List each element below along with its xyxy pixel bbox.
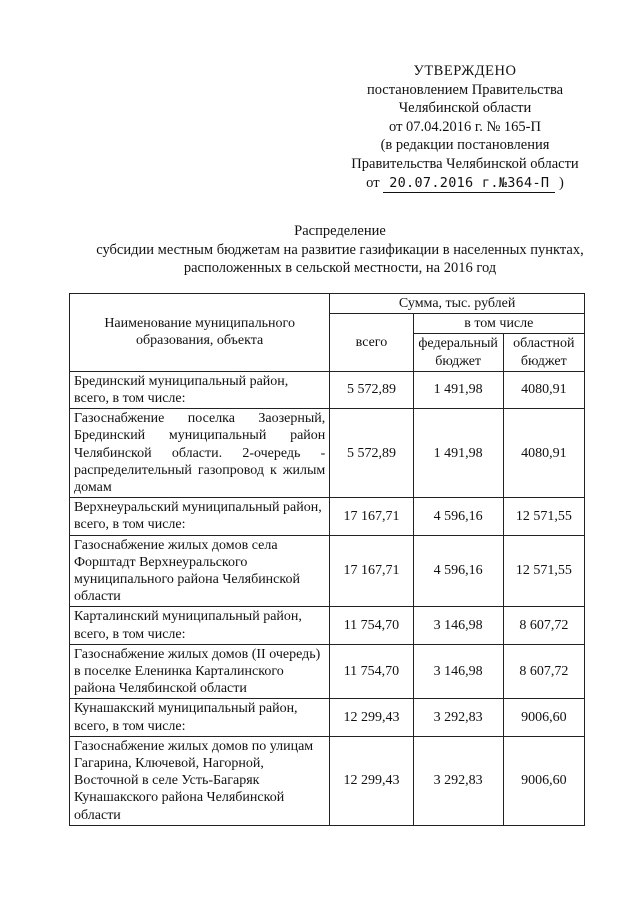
approval-line: (в редакции постановления (380, 137, 550, 154)
edition-prefix: от (366, 174, 380, 191)
table-row (70, 699, 585, 736)
row-total-cell: 11 754,70 (330, 607, 413, 644)
row-federal-cell: 3 146,98 (413, 644, 503, 699)
header-total-col: всего (330, 314, 413, 372)
table-row (70, 607, 585, 644)
row-total-cell: 11 754,70 (330, 644, 413, 699)
row-federal-cell: 4 596,16 (413, 498, 503, 535)
header-federal-col: федеральный бюджет (413, 334, 503, 371)
table-row (70, 371, 585, 408)
row-regional-cell: 9006,60 (503, 736, 584, 825)
table-row (70, 498, 585, 535)
row-total-cell: 12 299,43 (330, 699, 413, 736)
row-regional-cell: 4080,91 (503, 409, 584, 498)
edition-line (300, 174, 630, 194)
table-row (70, 535, 585, 607)
row-federal-cell: 3 292,83 (413, 699, 503, 736)
header-including: в том числе (413, 314, 584, 334)
approval-stamp (300, 62, 630, 193)
edition-suffix: ) (558, 174, 564, 191)
approval-heading: УТВЕРЖДЕНО (413, 63, 517, 79)
row-name-cell: Газоснабжение жилых домов (II очередь) в поселке Еленинка Карталинского района Челябинской области (70, 644, 330, 699)
edition-date-number: 20.07.2016 г.№364-П (383, 174, 555, 194)
row-regional-cell: 8 607,72 (503, 607, 584, 644)
row-federal-cell: 1 491,98 (413, 409, 503, 498)
row-total-cell: 5 572,89 (330, 371, 413, 408)
table-row (70, 736, 585, 825)
row-total-cell: 17 167,71 (330, 535, 413, 607)
row-name-cell: Газоснабжение поселка Заозерный, Брединский муниципальный район Челябинской области. 2-очередь - распределительный газопровод к жилым домам (70, 409, 330, 498)
row-name-cell: Верхнеуральский муниципальный район, всего, в том числе: (70, 498, 330, 535)
row-federal-cell: 4 596,16 (413, 535, 503, 607)
row-total-cell: 17 167,71 (330, 498, 413, 535)
approval-line: Челябинской области (398, 100, 532, 117)
row-regional-cell: 9006,60 (503, 699, 584, 736)
row-name-cell: Кунашакский муниципальный район, всего, в том числе: (70, 699, 330, 736)
row-regional-cell: 4080,91 (503, 371, 584, 408)
title-line: Распределение (294, 223, 386, 239)
header-regional-col: областной бюджет (503, 334, 584, 371)
approval-line: от 07.04.2016 г. № 165-П (389, 118, 541, 135)
table-row (70, 644, 585, 699)
header-name-col: Наименование муниципального образования, объекта (70, 294, 330, 372)
row-federal-cell: 3 292,83 (413, 736, 503, 825)
approval-line: Правительства Челябинской области (351, 155, 579, 172)
header-sum-col: Сумма, тыс. рублей (330, 294, 585, 314)
subsidy-table (69, 293, 585, 826)
row-name-cell: Газоснабжение жилых домов по улицам Гагарина, Ключевой, Нагорной, Восточной в селе Усть-Багаряк Кунашакского района Челябинской области (70, 736, 330, 825)
row-federal-cell: 1 491,98 (413, 371, 503, 408)
row-name-cell: Газоснабжение жилых домов села Форштадт Верхнеуральского муниципального района Челябинской области (70, 535, 330, 607)
approval-line: постановлением Правительства (366, 81, 564, 98)
row-name-cell: Брединский муниципальный район, всего, в том числе: (70, 371, 330, 408)
row-total-cell: 12 299,43 (330, 736, 413, 825)
title-line: субсидии местным бюджетам на развитие газификации в населенных пунктах, (96, 241, 584, 258)
document-title (40, 222, 640, 278)
row-regional-cell: 8 607,72 (503, 644, 584, 699)
row-regional-cell: 12 571,55 (503, 498, 584, 535)
row-federal-cell: 3 146,98 (413, 607, 503, 644)
table-header-row (70, 294, 585, 314)
row-regional-cell: 12 571,55 (503, 535, 584, 607)
table-row (70, 409, 585, 498)
row-total-cell: 5 572,89 (330, 409, 413, 498)
title-line: расположенных в сельской местности, на 2016 год (183, 260, 497, 276)
row-name-cell: Карталинский муниципальный район, всего, в том числе: (70, 607, 330, 644)
